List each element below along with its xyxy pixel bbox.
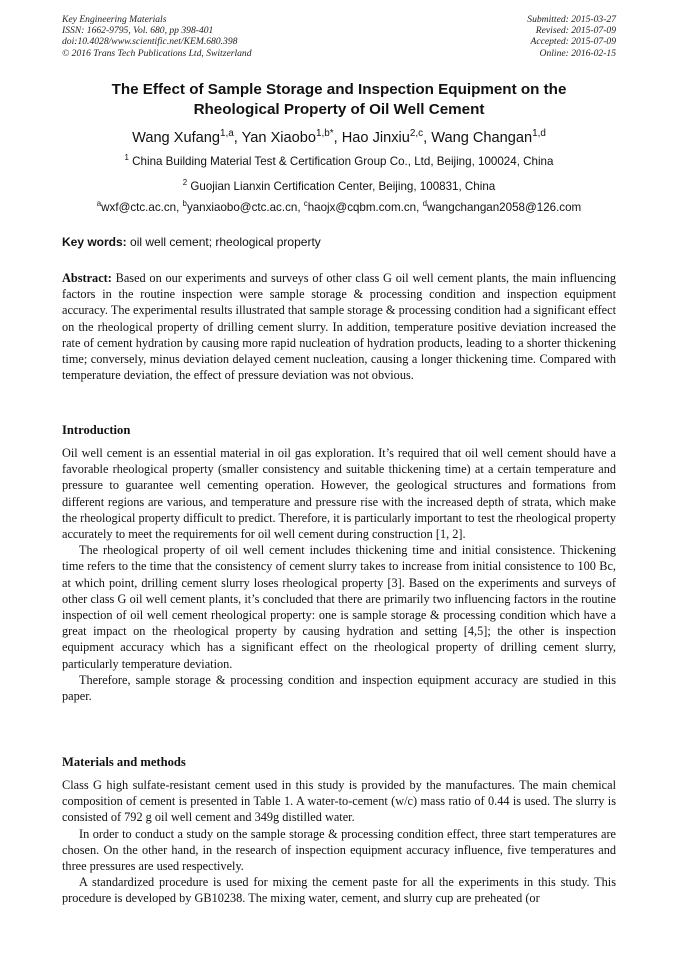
- journal-info: [62, 14, 252, 59]
- email-list: $^a$wxf@ctc.ac.cn, $^b$yanxiaobo@ctc.ac.cn, $^c$haojx@cqbm.com.cn, $^d$wangchangan2058@126.com: [96, 199, 582, 214]
- affiliation-2: $^2$ Guojian Lianxin Certification Center, Beijing, 100831, China: [182, 178, 496, 193]
- paper-title: [62, 80, 616, 120]
- paragraph: A standardized procedure is used for mixing the cement paste for all the experiments in this study. This procedure is developed by GB10238. The mixing water, cement, and slurry cup are preheated (or: [62, 875, 616, 906]
- paragraph: In order to conduct a study on the sample storage & processing condition effect, three start temperatures are chosen. On the other hand, in the research of inspection equipment accuracy influence, five temperatures and three pressures are used respectively.: [62, 826, 616, 874]
- paragraph: Oil well cement is an essential material in oil gas exploration. It’s required that oil well cement should have a favorable rheological property (smaller consistency and suitable thickening time) at a certain temperature and pressure to guarantee well cementing operation. However, the geological structures and formations from different regions are various, and temperature and pressure rise with the increased depth of strata, which make the rheological property difficult to predict. Therefore, it is particularly important to test the rheological property accurately to meet the requirements for oil well cement during construction [1, 2].: [62, 446, 616, 542]
- abstract-label: Abstract:: [62, 271, 112, 285]
- journal-name: Key Engineering Materials: [62, 14, 167, 25]
- section-heading-methods: Materials and methods: [62, 755, 186, 769]
- author: Wang Changan$^{1,d}$: [431, 128, 546, 146]
- author: Wang Xufang$^{1,a}$,: [132, 128, 242, 146]
- doi[interactable]: doi:10.4028/www.scientific.net/KEM.680.398: [62, 36, 238, 48]
- email[interactable]: $^a$wxf@ctc.ac.cn: [96, 199, 177, 214]
- introduction-body: [62, 445, 616, 704]
- email[interactable]: $^c$haojx@cqbm.com.cn: [303, 199, 417, 214]
- keywords-text: oil well cement; rheological property: [126, 235, 321, 249]
- submitted-date: Submitted: 2015-03-27: [527, 14, 616, 25]
- issn: ISSN: 1662-9795, Vol. 680, pp 398-401: [62, 25, 214, 37]
- title-line-1: The Effect of Sample Storage and Inspection Equipment on the: [111, 81, 567, 98]
- title-line-2: Rheological Property of Oil Well Cement: [193, 101, 485, 118]
- abstract: [62, 270, 616, 383]
- copyright: © 2016 Trans Tech Publications Ltd, Switzerland: [62, 47, 252, 59]
- section-heading-introduction: Introduction: [62, 423, 131, 437]
- affiliation-1: $^1$ China Building Material Test & Certification Group Co., Ltd, Beijing, 100024, China: [124, 153, 554, 168]
- online-date: Online: 2016-02-15: [539, 47, 616, 59]
- paragraph: The rheological property of oil well cement includes thickening time and initial consistence. Thickening time refers to the time that the consistency of cement slurry takes to increase from initial consistence to 100 Bc, at which point, drilling cement slurry loses rheological property [3]. Based on the experiments and surveys of other class G oil well cement plants, it’s concluded that there are primarily two influencing factors in the routine inspection of oil well cement rheological property: one is sample storage & processing condition which have a great impact on the rheological property by causing hydration and setting [4,5]; the other is inspection equipment accuracy which has a significant effect on the rheological property of drilling cement slurry, particularly temperature deviation.: [62, 543, 616, 671]
- keywords-label: Key words:: [62, 235, 127, 249]
- email[interactable]: $^b$yanxiaobo@ctc.ac.cn: [182, 199, 298, 214]
- paragraph: Class G high sulfate-resistant cement used in this study is provided by the manufactures. The main chemical composition of cement is presented in Table 1. A water-to-cement (w/c) mass ratio of 0.44 is used. The slurry is consisted of 792 g oil well cement and 349g distilled water.: [62, 778, 616, 825]
- author: Hao Jinxiu$^{2,c}$,: [341, 128, 432, 146]
- email[interactable]: $^d$wangchangan2058@126.com: [422, 199, 582, 214]
- publication-dates: [527, 14, 616, 59]
- accepted-date: Accepted: 2015-07-09: [530, 36, 616, 48]
- paragraph: Therefore, sample storage & processing condition and inspection equipment accuracy are studied in this paper.: [62, 672, 616, 704]
- author-list: [62, 129, 616, 147]
- methods-body: [62, 777, 616, 907]
- abstract-text: Based on our experiments and surveys of other class G oil well cement plants, the main influencing factors in the routine inspection were sample storage & processing condition and inspection equipment accuracy. The experimental results illustrated that sample storage & processing condition had a significant effect on the rheological property of drilling cement slurry. In addition, temperature positive deviation increased the rate of cement hydration by causing more rapid nucleation of hydration products, leading to a shorter thickening time; conversely, minus deviation delayed cement nucleation, causing a longer thickening time. Compared with temperature deviation, the effect of pressure deviation was not obvious.: [62, 271, 616, 383]
- keywords: [62, 235, 321, 249]
- author: Yan Xiaobo$^{1,b*}$,: [241, 128, 342, 146]
- revised-date: Revised: 2015-07-09: [535, 25, 616, 37]
